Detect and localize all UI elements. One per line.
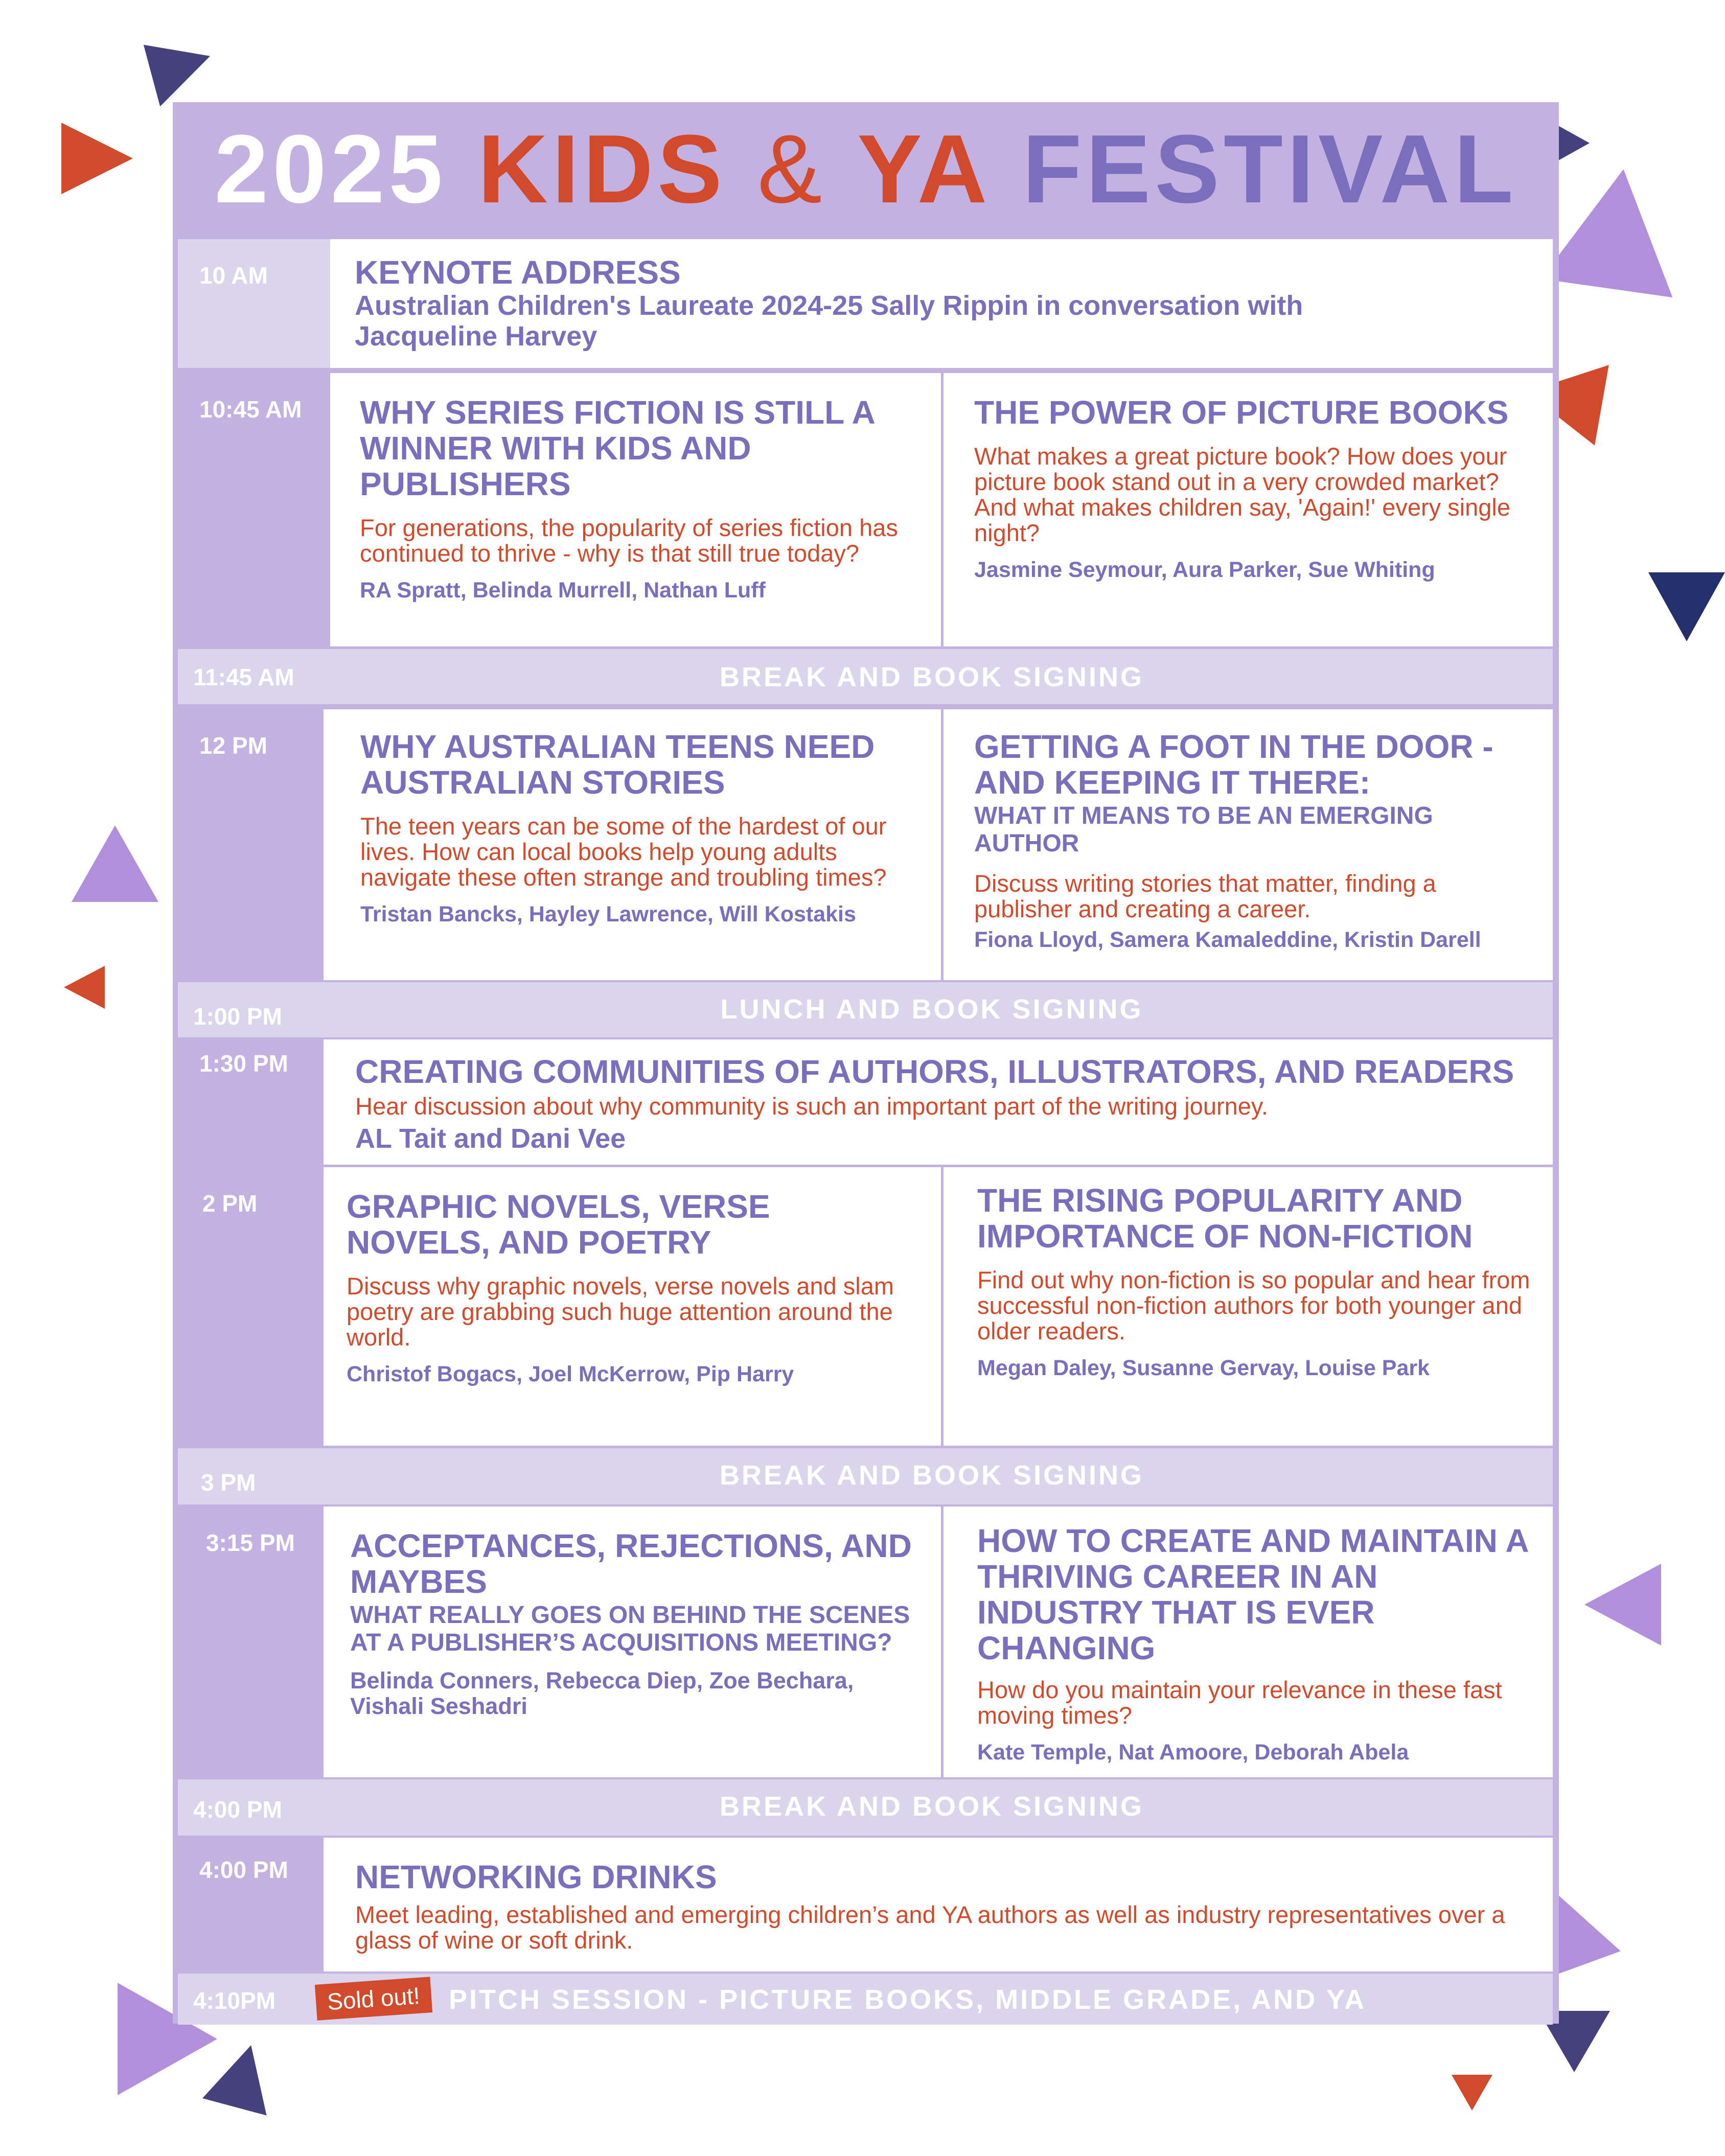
banner-time: 4:10PM [193,1987,276,2014]
session-panelists: RA Spratt, Belinda Murrell, Nathan Luff [360,578,766,602]
decor-triangle-lavender-1 [1541,160,1689,297]
title-festival: FESTIVAL [1022,115,1517,223]
session-panelists: Christof Bogacs, Joel McKerrow, Pip Harry [347,1362,794,1386]
session-description: How do you maintain your relevance in these fast moving times? [977,1676,1502,1729]
session-time: 10:45 AM [199,396,302,423]
session-subtitle: WHAT REALLY GOES ON BEHIND THE SCENES AT A PUBLISHER’S ACQUISITIONS MEETING? [350,1602,910,1656]
decor-triangle-navy-3 [1648,572,1725,641]
session-time: 3:15 PM [206,1529,295,1556]
title-kids: KIDS [477,115,726,223]
banner-time: 1:00 PM [193,1003,282,1030]
break-banner [178,649,1553,704]
session-right-cell [944,1506,1553,1777]
decor-triangle-orange-3 [64,966,105,1009]
session-left-cell [324,709,941,980]
session-title: CREATING COMMUNITIES OF AUTHORS, ILLUSTRATORS, AND READERS [355,1053,1514,1090]
session-1045 [178,373,1553,646]
session-time: 12 PM [199,732,267,759]
session-description: Meet leading, established and emerging children’s and YA authors as well as industry representatives over a glass of wine or soft drink. [355,1901,1505,1954]
session-keynote [178,239,1553,368]
session-subtitle: WHAT IT MEANS TO BE AN EMERGING AUTHOR [974,802,1433,857]
session-title: GRAPHIC NOVELS, VERSE NOVELS, AND POETRY [347,1188,770,1261]
session-description: What makes a great picture book? How does your picture book stand out in a very crowded market? And what makes children say, 'Again!' every single night? [974,443,1510,546]
title-amp: & [757,115,826,223]
session-title: NETWORKING DRINKS [355,1859,717,1895]
pitch-session-banner [178,1974,1553,2025]
decor-triangle-orange-4 [1452,2075,1492,2111]
session-title: GETTING A FOOT IN THE DOOR - AND KEEPING IT THERE: [974,728,1493,801]
session-12pm [178,709,1553,980]
session-left-cell [324,1167,941,1446]
session-title: HOW TO CREATE AND MAINTAIN A THRIVING CAREER IN AN INDUSTRY THAT IS EVER CHANGING [977,1522,1528,1666]
session-networking [178,1838,1553,1972]
session-315pm [178,1506,1553,1777]
banner-text: BREAK AND BOOK SIGNING [719,662,1144,692]
session-title: THE RISING POPULARITY AND IMPORTANCE OF NON-FICTION [977,1182,1473,1255]
session-right-cell [944,709,1553,980]
lunch-banner [178,982,1553,1037]
festival-program-frame [173,102,1559,2024]
session-title: WHY AUSTRALIAN TEENS NEED AUSTRALIAN STORIES [360,728,875,801]
session-subtitle-line1: Australian Children's Laureate 2024-25 Sally Rippin in conversation with [355,290,1303,321]
session-panelists: Megan Daley, Susanne Gervay, Louise Park [977,1356,1430,1380]
banner-time: 11:45 AM [193,664,294,690]
session-panelists: Jasmine Seymour, Aura Parker, Sue Whiting [974,558,1435,582]
session-title: KEYNOTE ADDRESS [355,254,681,291]
session-left-cell [330,373,941,646]
session-time: 2 PM [202,1190,258,1217]
session-description: Hear discussion about why community is such an important part of the writing journey. [355,1093,1268,1120]
session-panelists: Kate Temple, Nat Amoore, Deborah Abela [977,1740,1409,1765]
decor-triangle-lavender-2 [72,825,158,902]
banner-text: BREAK AND BOOK SIGNING [719,1791,1144,1822]
festival-title [173,102,1559,236]
banner-text: BREAK AND BOOK SIGNING [719,1460,1144,1491]
session-time: 10 AM [199,262,268,289]
session-panelists: Fiona Lloyd, Samera Kamaleddine, Kristin Darell [974,928,1481,952]
session-cell [324,1838,1553,1972]
session-description: For generations, the popularity of series fiction has continued to thrive - why is that still true today? [360,514,898,567]
session-title: ACCEPTANCES, REJECTIONS, AND MAYBES [350,1527,912,1600]
session-right-cell [944,373,1553,646]
session-2pm [178,1167,1553,1446]
session-cell [330,239,1553,368]
session-description: Discuss why graphic novels, verse novels and slam poetry are grabbing such huge attention around the world. [347,1272,894,1351]
session-130pm [178,1039,1553,1165]
session-cell [324,1039,1553,1165]
banner-time: 4:00 PM [193,1796,282,1823]
banner-text: LUNCH AND BOOK SIGNING [720,994,1143,1025]
banner-text: PITCH SESSION - PICTURE BOOKS, MIDDLE GRADE, AND YA [449,1984,1367,2015]
decor-triangle-orange-1 [61,123,133,194]
session-title: THE POWER OF PICTURE BOOKS [974,394,1509,431]
break-banner [178,1779,1553,1836]
title-ya: YA [857,115,992,223]
session-right-cell [944,1167,1553,1446]
session-title: WHY SERIES FICTION IS STILL A WINNER WITH KIDS AND PUBLISHERS [360,394,875,502]
title-year: 2025 [214,115,447,223]
session-time: 4:00 PM [199,1857,288,1883]
session-description: Discuss writing stories that matter, finding a publisher and creating a career. [974,870,1436,922]
banner-time: 3 PM [201,1469,256,1496]
session-left-cell [324,1506,941,1777]
session-description: Find out why non-fiction is so popular and hear from successful non-fiction authors for both younger and older readers. [977,1266,1530,1344]
session-panelists: Belinda Conners, Rebecca Diep, Zoe Bechara, Vishali Seshadri [350,1667,854,1719]
break-banner [178,1448,1553,1504]
session-subtitle-line2: Jacqueline Harvey [355,321,597,352]
session-description: The teen years can be some of the hardest of our lives. How can local books help young adults navigate these often strange and troubling times? [360,813,887,891]
decor-triangle-lavender-3 [1584,1564,1661,1645]
session-panelists: Tristan Bancks, Hayley Lawrence, Will Kostakis [360,902,856,926]
sold-out-badge: Sold out! [315,1977,432,2021]
decor-triangle-navy-1 [144,29,219,107]
session-time: 1:30 PM [199,1050,288,1077]
session-panelists: AL Tait and Dani Vee [355,1123,626,1154]
